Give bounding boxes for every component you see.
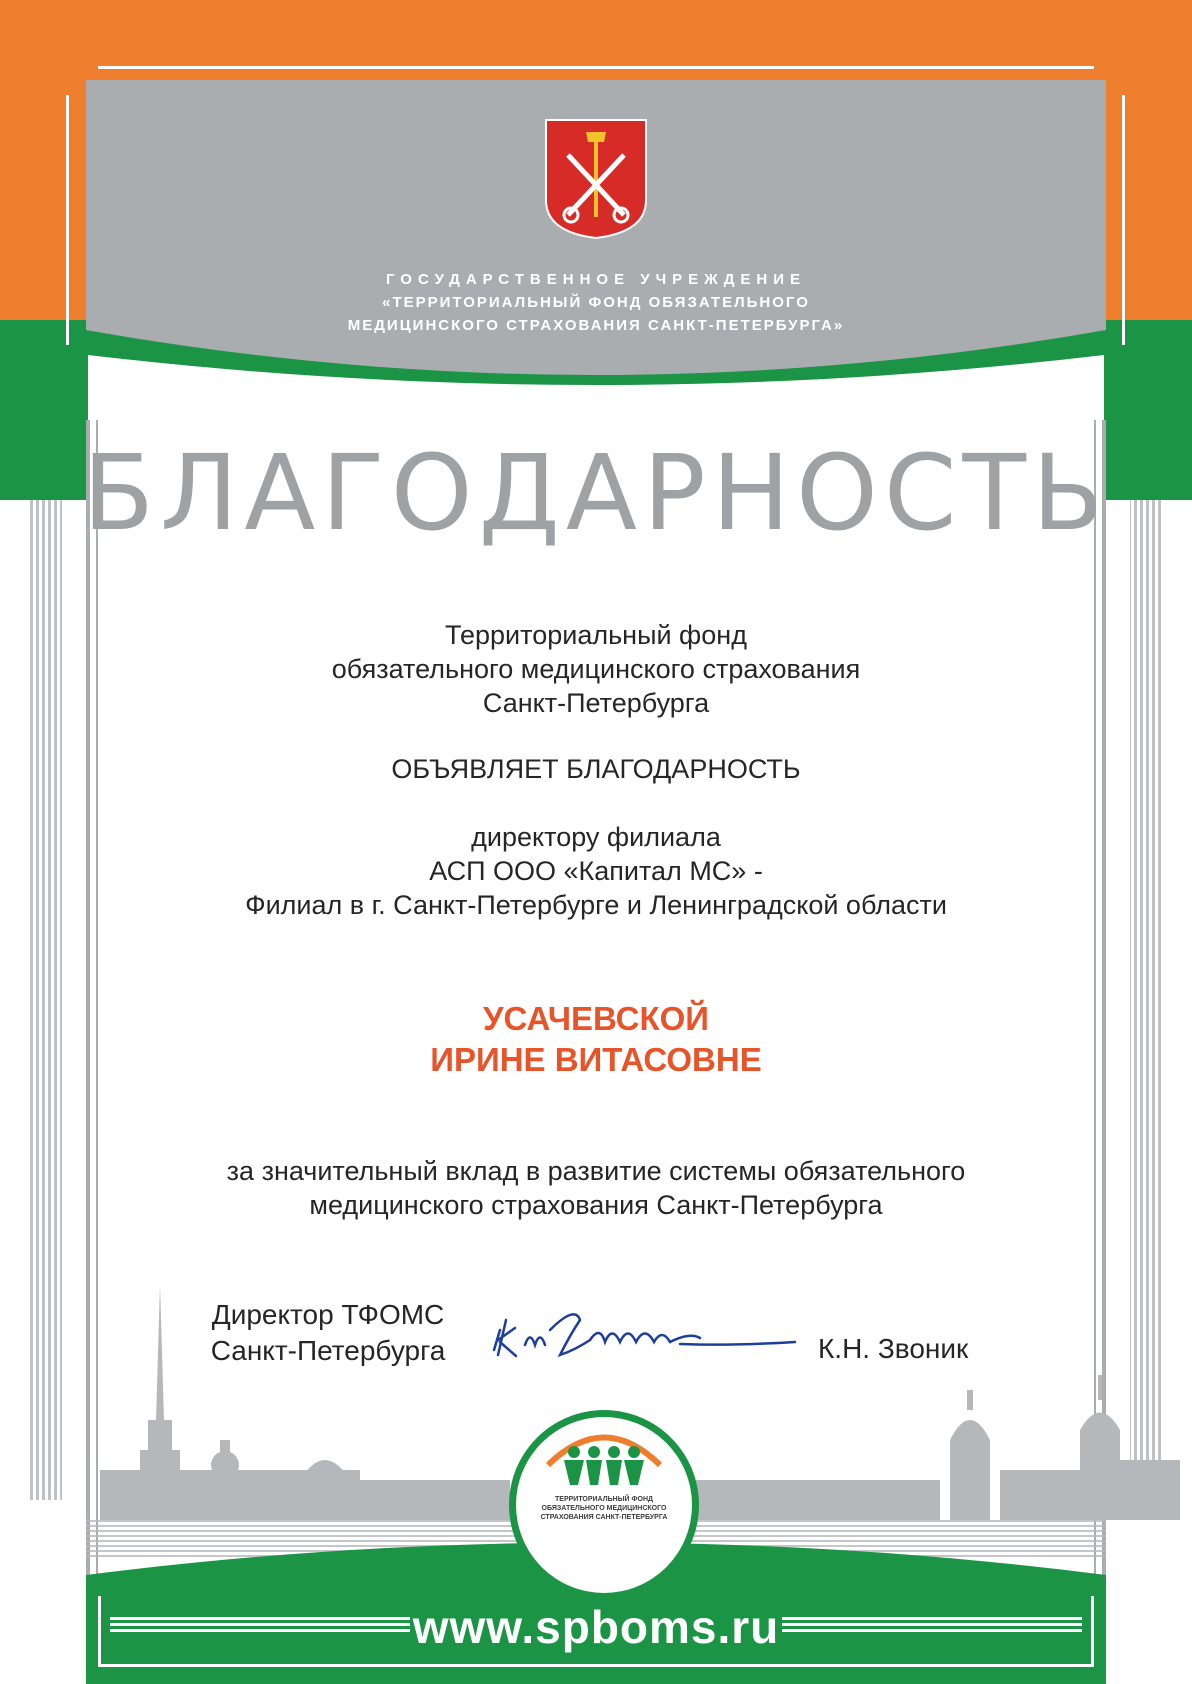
name-line-2: ИРИНЕ ВИТАСОВНЕ [430, 1041, 762, 1078]
reason-block [0, 1154, 1192, 1222]
logo-caption-line-2: ОБЯЗАТЕЛЬНОГО МЕДИЦИНСКОГО [541, 1505, 667, 1512]
signer-title-line-1: Директор ТФОМС [211, 1299, 445, 1330]
recipient-name [0, 998, 1192, 1080]
issuer-line-1: Территориальный фонд [445, 620, 747, 650]
org-line-1: ГОСУДАРСТВЕННОЕ УЧРЕЖДЕНИЕ [385, 271, 807, 288]
org-header [0, 268, 1192, 337]
logo-caption [529, 1495, 679, 1522]
reason-line-1: за значительный вклад в развитие системы обязательного [226, 1156, 966, 1186]
saint-petersburg-coat-of-arms-icon [546, 120, 646, 238]
name-line-1: УСАЧЕВСКОЙ [483, 1000, 709, 1037]
recipient-line-3: Филиал в г. Санкт-Петербурге и Ленинградской области [245, 890, 947, 920]
recipient-line-2: АСП ООО «Капитал МС» - [429, 856, 763, 886]
signer-title [178, 1297, 478, 1369]
logo-caption-line-1: ТЕРРИТОРИАЛЬНЫЙ ФОНД [555, 1496, 653, 1503]
recipient-line-1: директору филиала [471, 822, 721, 852]
recipient-block [0, 820, 1192, 922]
signer-title-line-2: Санкт-Петербурга [210, 1335, 446, 1366]
org-line-2: «ТЕРРИТОРИАЛЬНЫЙ ФОНД ОБЯЗАТЕЛЬНОГО [382, 294, 810, 311]
announces-text: ОБЪЯВЛЯЕТ БЛАГОДАРНОСТЬ [391, 754, 801, 784]
certificate-title: БЛАГОДАРНОСТЬ [82, 432, 1110, 554]
website-link[interactable]: www.spboms.ru [412, 1601, 780, 1653]
signer-name: К.Н. Звоник [818, 1333, 969, 1364]
logo-caption-line-3: СТРАХОВАНИЯ САНКТ-ПЕТЕРБУРГА [540, 1514, 668, 1521]
org-line-3: МЕДИЦИНСКОГО СТРАХОВАНИЯ САНКТ-ПЕТЕРБУРГА» [347, 317, 845, 334]
reason-line-2: медицинского страхования Санкт-Петербурга [309, 1190, 883, 1220]
issuer-block [0, 618, 1192, 720]
issuer-line-3: Санкт-Петербурга [482, 688, 710, 718]
issuer-line-2: обязательного медицинского страхования [331, 654, 861, 684]
